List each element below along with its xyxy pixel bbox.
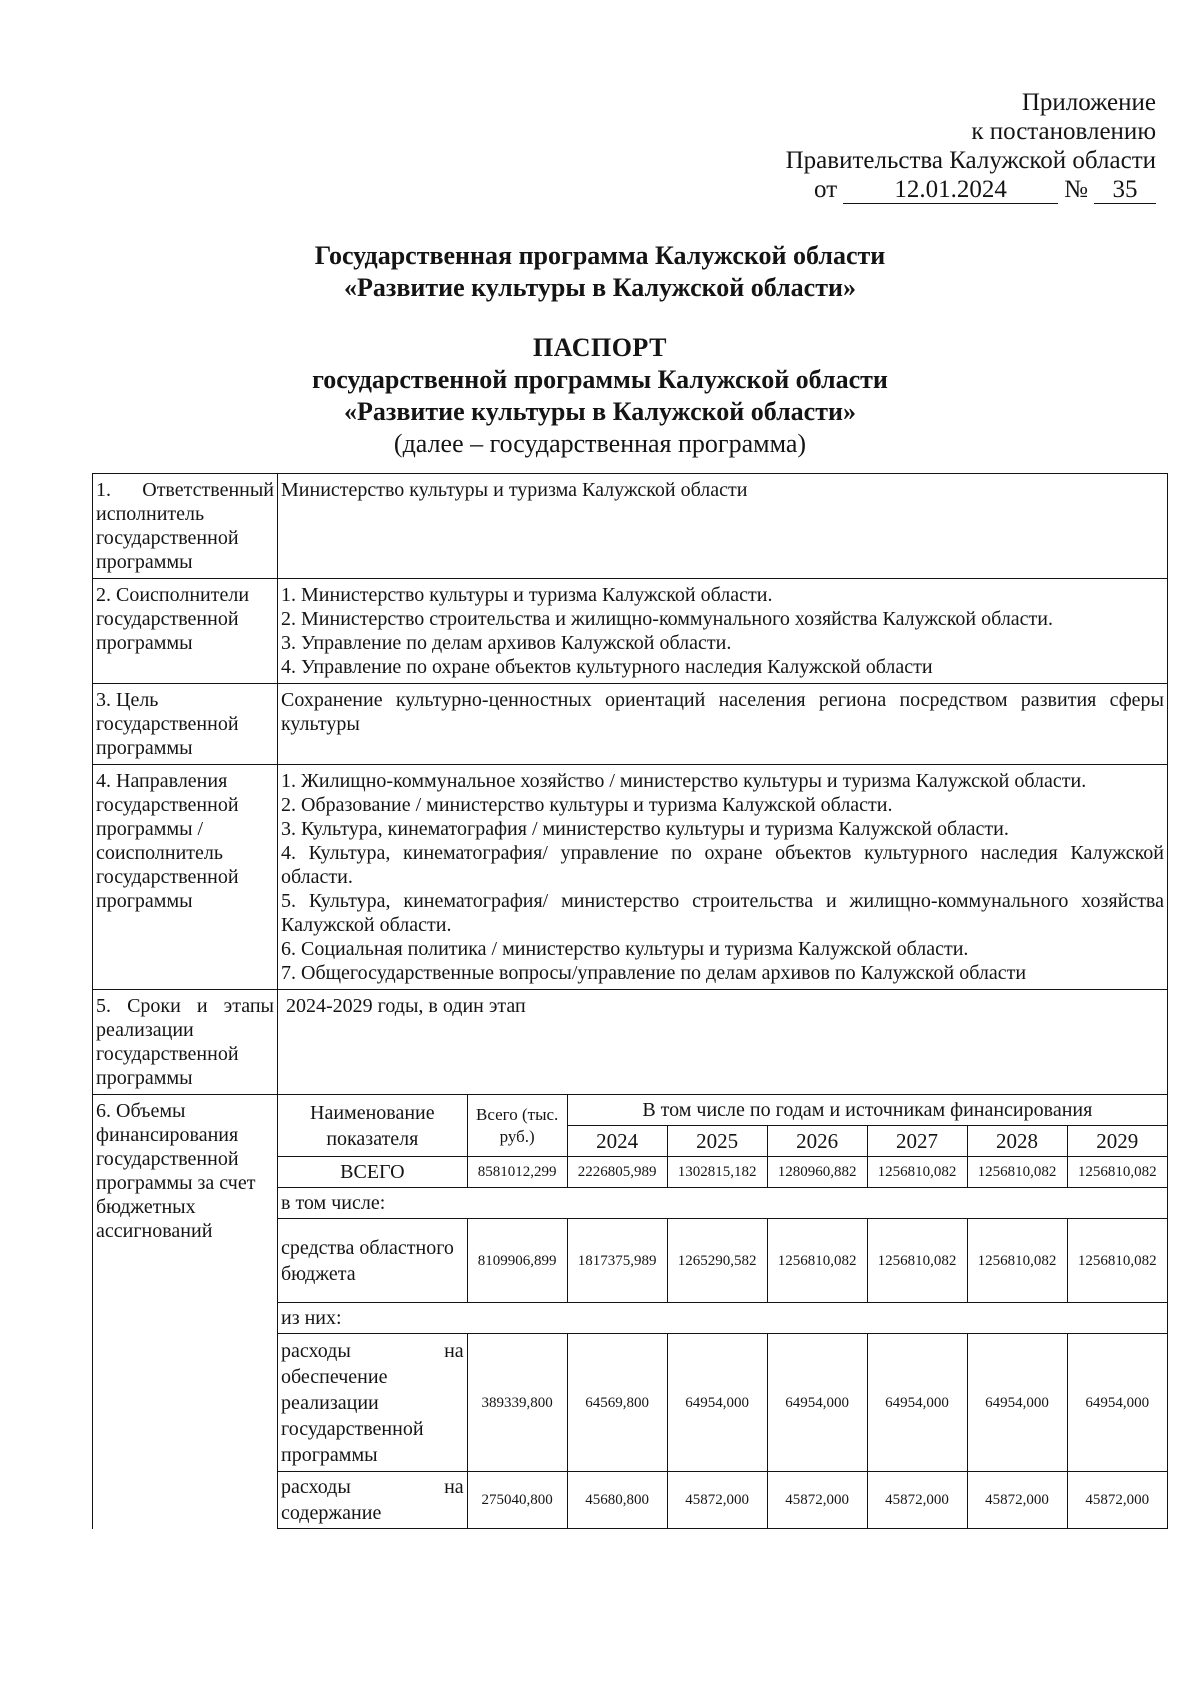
passport-heading: ПАСПОРТ [533, 333, 667, 362]
total-label: ВСЕГО [278, 1157, 467, 1188]
support-value: 64954,000 [867, 1334, 967, 1472]
support-value: 64954,000 [1067, 1334, 1167, 1472]
passport-line1: государственной программы Калужской области [312, 365, 888, 394]
regional-value: 1256810,082 [1067, 1219, 1167, 1303]
row-financing [93, 1095, 1168, 1530]
year-header: 2029 [1067, 1126, 1167, 1157]
year-header: 2025 [667, 1126, 767, 1157]
appendix-resolution: к постановлению [971, 118, 1156, 145]
col-total-header: Всего (тыс. руб.) [467, 1095, 567, 1157]
support-value: 389339,800 [467, 1334, 567, 1472]
from-label: от [814, 176, 838, 203]
total-value: 1256810,082 [1067, 1157, 1167, 1188]
coexecutor-item: 3. Управление по делам архивов Калужской области. [281, 632, 732, 654]
fin-support-row [278, 1334, 1167, 1472]
financing-table [278, 1095, 1167, 1529]
year-header: 2028 [967, 1126, 1067, 1157]
resolution-date: 12.01.2024 [843, 177, 1058, 204]
direction-item: 5. Культура, кинематография/ министерство строительства и жилищно-коммунального хозяйства Калужской области. [281, 890, 1164, 936]
total-value: 1302815,182 [667, 1157, 767, 1188]
year-header: 2024 [567, 1126, 667, 1157]
row-goal-value: Сохранение культурно-ценностных ориентаций населения региона посредством развития сферы культуры [278, 684, 1168, 765]
coexecutor-item: 4. Управление по охране объектов культурного наследия Калужской области [281, 656, 933, 678]
row-coexecutors-value [278, 579, 1168, 684]
row-responsible-label: 1. Ответственный исполнитель государственной программы [93, 474, 278, 579]
fin-incl-row [278, 1188, 1167, 1219]
resolution-number: 35 [1094, 177, 1156, 204]
fin-regional-row [278, 1219, 1167, 1303]
support-value: 64954,000 [967, 1334, 1067, 1472]
row-financing-label: 6. Объемы финансирования государственной программы за счет бюджетных ассигнований [93, 1095, 278, 1530]
regional-value: 1265290,582 [667, 1219, 767, 1303]
fin-ofthem-row [278, 1303, 1167, 1334]
total-value: 1256810,082 [967, 1157, 1067, 1188]
fin-maintenance-row [278, 1472, 1167, 1529]
col-group-header: В том числе по годам и источникам финансирования [567, 1095, 1167, 1126]
regional-value: 1256810,082 [867, 1219, 967, 1303]
appendix-block [636, 88, 1156, 204]
total-value: 2226805,989 [567, 1157, 667, 1188]
passport-note: (далее – государственная программа) [393, 429, 807, 458]
fin-total-row [278, 1157, 1167, 1188]
appendix-title: Приложение [1021, 89, 1156, 116]
year-header: 2027 [867, 1126, 967, 1157]
support-value: 64569,800 [567, 1334, 667, 1472]
direction-item: 7. Общегосударственные вопросы/управление по делам архивов по Калужской области [281, 962, 1027, 984]
maintenance-value: 45680,800 [567, 1472, 667, 1529]
passport-line2: «Развитие культуры в Калужской области» [344, 397, 856, 426]
including-label: в том числе: [278, 1188, 1167, 1219]
total-value: 1280960,882 [767, 1157, 867, 1188]
maintenance-value: 45872,000 [867, 1472, 967, 1529]
program-title-line2: «Развитие культуры в Калужской области» [344, 273, 856, 302]
fin-header-row [278, 1095, 1167, 1126]
of-them-label: из них: [278, 1303, 1167, 1334]
direction-item: 3. Культура, кинематография / министерство культуры и туризма Калужской области. [281, 818, 1009, 840]
total-value: 8581012,299 [467, 1157, 567, 1188]
appendix-government: Правительства Калужской области [785, 147, 1156, 174]
row-terms-label: 5. Сроки и этапы реализации государственной программы [93, 990, 278, 1095]
regional-value: 1256810,082 [967, 1219, 1067, 1303]
col-name-header: Наименование показателя [278, 1095, 467, 1157]
coexecutor-item: 1. Министерство культуры и туризма Калужской области. [281, 584, 773, 606]
maintenance-value: 45872,000 [967, 1472, 1067, 1529]
maintenance-value: 45872,000 [1067, 1472, 1167, 1529]
program-title-line1: Государственная программа Калужской области [314, 241, 886, 270]
number-label: № [1064, 176, 1088, 203]
maintenance-value: 275040,800 [467, 1472, 567, 1529]
row-terms-value: 2024-2029 годы, в один этап [278, 990, 1168, 1095]
passport-title [0, 332, 1200, 460]
support-label: расходы на обеспечение реализации государственной программы [278, 1334, 467, 1472]
appendix-date-line [636, 175, 1156, 204]
direction-item: 2. Образование / министерство культуры и туризма Калужской области. [281, 794, 893, 816]
row-directions [93, 765, 1168, 990]
regional-value: 1256810,082 [767, 1219, 867, 1303]
row-responsible [93, 474, 1168, 579]
maintenance-label: расходы на содержание [278, 1472, 467, 1529]
row-directions-value [278, 765, 1168, 990]
maintenance-value: 45872,000 [767, 1472, 867, 1529]
row-goal-label: 3. Цель государственной программы [93, 684, 278, 765]
support-value: 64954,000 [767, 1334, 867, 1472]
row-terms [93, 990, 1168, 1095]
regional-label: средства областного бюджета [278, 1219, 467, 1303]
maintenance-value: 45872,000 [667, 1472, 767, 1529]
year-header: 2026 [767, 1126, 867, 1157]
coexecutor-item: 2. Министерство строительства и жилищно-коммунального хозяйства Калужской области. [281, 608, 1053, 630]
regional-value: 8109906,899 [467, 1219, 567, 1303]
row-coexecutors-label: 2. Соисполнители государственной программы [93, 579, 278, 684]
row-coexecutors [93, 579, 1168, 684]
direction-item: 1. Жилищно-коммунальное хозяйство / министерство культуры и туризма Калужской области. [281, 770, 1087, 792]
passport-table [92, 473, 1168, 1529]
direction-item: 6. Социальная политика / министерство культуры и туризма Калужской области. [281, 938, 969, 960]
row-financing-value [278, 1095, 1168, 1530]
row-responsible-value: Министерство культуры и туризма Калужской области [278, 474, 1168, 579]
direction-item: 4. Культура, кинематография/ управление по охране объектов культурного наследия Калужской области. [281, 842, 1164, 888]
program-title [0, 240, 1200, 304]
total-value: 1256810,082 [867, 1157, 967, 1188]
support-value: 64954,000 [667, 1334, 767, 1472]
row-directions-label: 4. Направления государственной программы / соисполнитель государственной программы [93, 765, 278, 990]
row-goal [93, 684, 1168, 765]
regional-value: 1817375,989 [567, 1219, 667, 1303]
